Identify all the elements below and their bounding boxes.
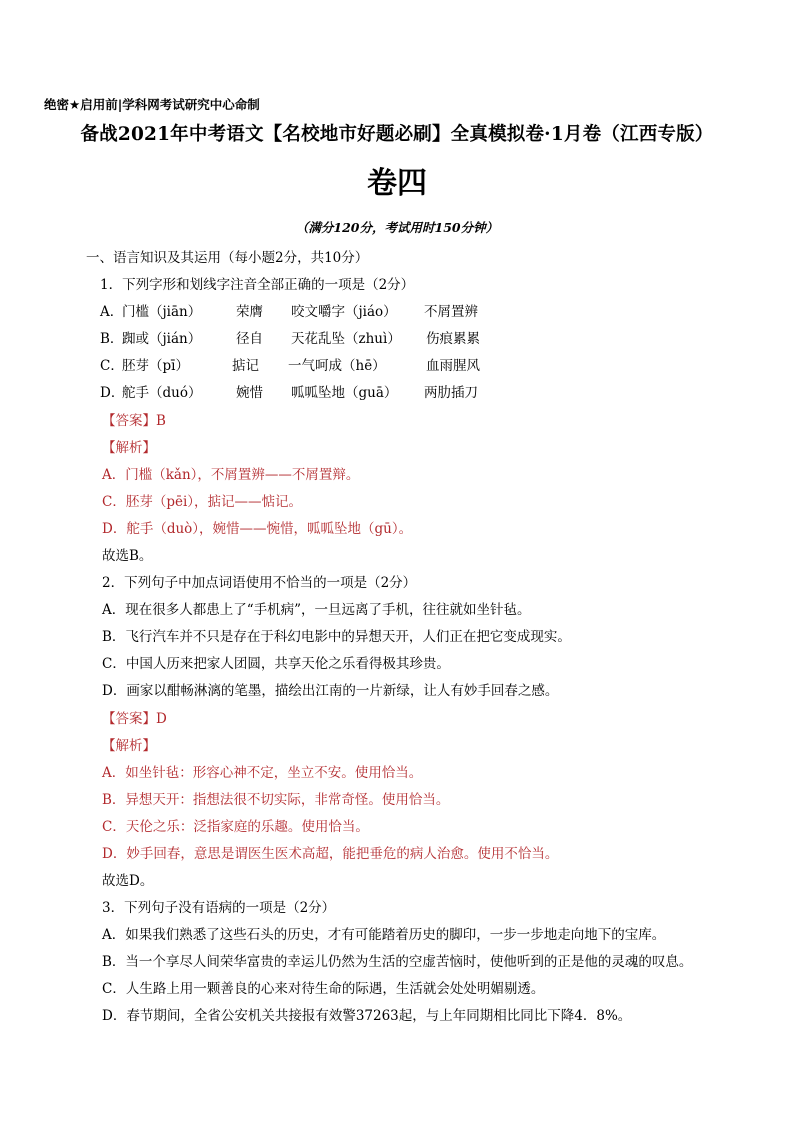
q2-analysis-d: D．妙手回春，意思是谓医生医术高超，能把垂危的病人治愈。使用不恰当。 — [102, 846, 559, 862]
q2-stem: 2．下列句子中加点词语使用不恰当的一项是（2分） — [102, 575, 417, 591]
exam-title: 备战2021年中考语文【名校地市好题必刷】全真模拟卷·1月卷（江西专版） — [80, 124, 714, 145]
q1-option-d-word3: 呱呱坠地（guā） — [291, 385, 398, 401]
q1-option-d-label: D． — [100, 385, 125, 401]
q2-option-b: B．飞行汽车并不只是存在于科幻电影中的异想天开，人们正在把它变成现实。 — [102, 629, 571, 645]
q1-option-d-word1: 舵手（duó） — [122, 385, 202, 401]
q1-option-c-word2: 掂记 — [232, 358, 259, 374]
q1-option-b-word3: 天花乱坠（zhuì） — [291, 331, 401, 347]
q1-analysis-label: 【解析】 — [102, 440, 156, 456]
q1-option-a-word1: 门槛（jiān） — [122, 304, 202, 320]
q1-option-b-label: B． — [100, 331, 124, 347]
q2-analysis-b: B．异想天开：指想法很不切实际，非常奇怪。使用恰当。 — [102, 792, 450, 808]
q1-analysis-a: A．门槛（kǎn），不屑置辨——不屑置辩。 — [102, 467, 360, 483]
q1-analysis-c: C．胚芽（pēi），掂记——惦记。 — [102, 494, 303, 510]
q1-option-a-word2: 荣膺 — [236, 304, 263, 320]
q1-option-a-label: A． — [100, 304, 124, 320]
q3-stem: 3．下列句子没有语病的一项是（2分） — [102, 900, 336, 916]
q2-analysis-label: 【解析】 — [102, 738, 156, 754]
q3-option-b: B．当一个享尽人间荣华富贵的幸运儿仍然为生活的空虚苦恼时，使他听到的正是他的灵魂的叹息。 — [102, 954, 693, 970]
q2-answer: 【答案】D — [102, 711, 167, 727]
q1-option-d-word4: 两肋插刀 — [424, 385, 478, 401]
section-heading: 一、语言知识及其运用（每小题2分，共10分） — [86, 250, 369, 266]
q1-choose: 故选B。 — [102, 548, 153, 564]
q3-option-c: C．人生路上用一颗善良的心来对待生命的际遇，生活就会处处明媚剔透。 — [102, 981, 545, 997]
q1-option-b-word2: 径自 — [236, 331, 263, 347]
q1-answer: 【答案】B — [102, 413, 166, 429]
q1-option-d-word2: 婉惜 — [236, 385, 263, 401]
q1-option-c-word4: 血雨腥风 — [426, 358, 480, 374]
q1-option-a-word3: 咬文嚼字（jiáo） — [291, 304, 397, 320]
q1-option-a-word4: 不屑置辨 — [424, 304, 478, 320]
q2-analysis-c: C．天伦之乐：泛指家庭的乐趣。使用恰当。 — [102, 819, 369, 835]
q2-option-d: D．画家以酣畅淋漓的笔墨，描绘出江南的一片新绿，让人有妙手回春之感。 — [102, 683, 559, 699]
q2-option-a: A．现在很多人都患上了“手机病”，一旦远离了手机，往往就如坐针毡。 — [102, 602, 531, 618]
q2-choose: 故选D。 — [102, 873, 154, 889]
q2-analysis-a: A．如坐针毡：形容心神不定，坐立不安。使用恰当。 — [102, 765, 423, 781]
q1-stem: 1．下列字形和划线字注音全部正确的一项是（2分） — [100, 277, 415, 293]
q1-option-b-word4: 伤痕累累 — [426, 331, 480, 347]
score-note: （满分120分，考试用时150分钟） — [295, 220, 499, 235]
q3-option-d: D．春节期间，全省公安机关共接报有效警37263起，与上年同期相比同比下降4．8%。 — [102, 1008, 632, 1024]
confidential-label: 绝密★启用前|学科网考试研究中心命制 — [44, 97, 260, 112]
q1-option-c-word3: 一气呵成（hē） — [288, 358, 386, 374]
q1-option-c-word1: 胚芽（pī） — [122, 358, 189, 374]
q1-option-c-label: C． — [100, 358, 124, 374]
volume-title: 卷四 — [367, 166, 427, 201]
q3-option-a: A．如果我们熟悉了这些石头的历史，才有可能踏着历史的脚印，一步一步地走向地下的宝库。 — [102, 927, 666, 943]
q2-option-c: C．中国人历来把家人团圆，共享天伦之乐看得极其珍贵。 — [102, 656, 450, 672]
q1-option-b-word1: 踟或（jián） — [122, 331, 202, 347]
q1-analysis-d: D．舵手（duò），婉惜——惋惜，呱呱坠地（gū）。 — [102, 521, 413, 537]
